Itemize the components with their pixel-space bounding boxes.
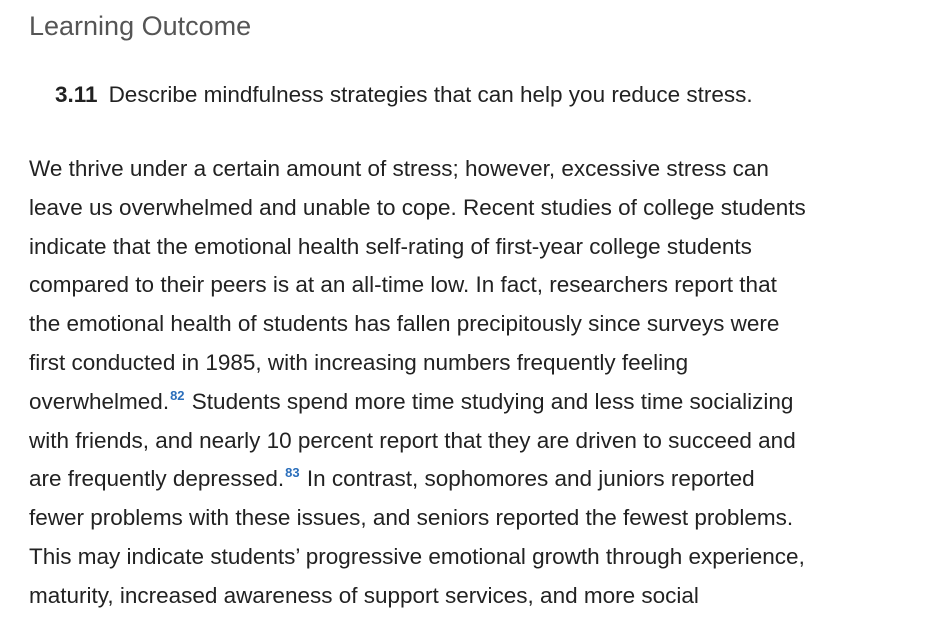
paragraph-line: indicate that the emotional health self-rating of first-year college students <box>29 233 752 259</box>
learning-outcome-heading: Learning Outcome <box>29 11 252 41</box>
learning-outcome-item <box>55 78 753 112</box>
paragraph-line <box>29 460 919 499</box>
paragraph-text: Students spend more time studying and less time socializing <box>185 388 794 414</box>
paragraph-text: are frequently depressed. <box>29 466 285 492</box>
paragraph-line: the emotional health of students has fallen precipitously since surveys were <box>29 311 780 337</box>
paragraph-line: fewer problems with these issues, and seniors reported the fewest problems. <box>29 505 794 531</box>
body-paragraph <box>29 150 919 616</box>
footnote-link-82[interactable]: 82 <box>170 387 185 403</box>
learning-outcome-number: 3.11 <box>55 82 98 107</box>
paragraph-line: with friends, and nearly 10 percent report that they are driven to succeed and <box>29 427 796 453</box>
paragraph-line: maturity, increased awareness of support services, and more social <box>29 582 699 608</box>
learning-outcome-text: Describe mindfulness strategies that can help you reduce stress. <box>108 82 753 107</box>
paragraph-line: This may indicate students’ progressive emotional growth through experience, <box>29 543 805 569</box>
paragraph-text: overwhelmed. <box>29 388 170 414</box>
paragraph-line: compared to their peers is at an all-time low. In fact, researchers report that <box>29 272 777 298</box>
footnote-link-83[interactable]: 83 <box>285 465 300 481</box>
paragraph-line: first conducted in 1985, with increasing numbers frequently feeling <box>29 349 689 375</box>
paragraph-line <box>29 383 919 422</box>
paragraph-line: We thrive under a certain amount of stress; however, excessive stress can <box>29 156 769 181</box>
paragraph-line: leave us overwhelmed and unable to cope. Recent studies of college students <box>29 194 806 220</box>
paragraph-text: In contrast, sophomores and juniors reported <box>300 466 755 492</box>
